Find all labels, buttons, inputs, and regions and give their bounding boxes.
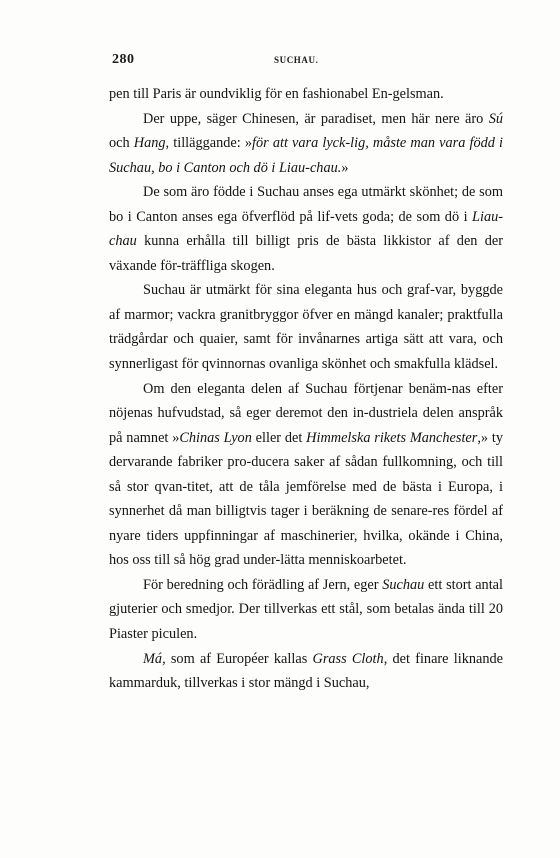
text-run: och [109, 135, 134, 152]
text-run: För beredning och förädling af Jern, eger [143, 576, 383, 593]
body-text [109, 82, 503, 696]
text-run: Der uppe, säger Chinesen, är paradiset, men här nere äro [143, 110, 489, 127]
italic-text: Chinas Lyon [179, 429, 252, 446]
text-run: , det finare liknande kammarduk, tillverkas i stor mängd i Suchau, [109, 650, 503, 692]
text-run: » [341, 159, 349, 176]
paragraph [109, 180, 503, 278]
italic-text: Himmelska rikets Manchester [306, 429, 478, 446]
italic-text: Sú [488, 110, 503, 127]
running-head: SUCHAU. [274, 55, 319, 65]
text-run: pen till Paris är oundviklig för en fashionabel En-gelsman. [109, 86, 444, 102]
paragraph [109, 573, 503, 647]
page-header [112, 52, 502, 74]
text-run: Suchau är utmärkt för sina eleganta hus och graf-var, byggde af marmor; vackra granitbryggor öfver en mängd kanaler; praktfulla trädgårdar och quaier, samt för invånarnes artiga sätt att vara, och synnerligast för qvinnornas ovanliga skönhet och smakfulla klädsel. [109, 282, 503, 373]
paragraph [109, 278, 503, 376]
text-run: ett stort antal gjuterier och smedjor. Der tillverkas ett stål, som betalas ända till 20 Piaster piculen. [109, 576, 503, 643]
paragraph [109, 107, 503, 181]
paragraph [109, 82, 503, 107]
paragraph [109, 377, 503, 573]
italic-text: Grass Cloth [312, 650, 384, 667]
text-run: kunna erhålla till billigt pris de bästa likkistor af den der växande för-träffliga skogen. [109, 233, 503, 274]
text-run: , som af Européer kallas [162, 650, 313, 667]
paragraph [109, 647, 503, 696]
text-run: Om den eleganta delen af Suchau förtjenar benäm-nas efter nöjenas hufvudstad, så eger deremot den in-dustriela delen anspråk på namnet » [109, 380, 503, 446]
text-run: , tilläggande: » [165, 135, 253, 152]
page-number: 280 [112, 52, 135, 67]
italic-text: Liau-chau [109, 208, 503, 250]
text-run: eller det [251, 429, 307, 446]
italic-text: Suchau [382, 576, 425, 593]
text-run: ,» ty dervarande fabriker pro-ducera saker af sådan fullkomning, och till så stor qvan-titet, att de tåla jemförelse med de bästa i Europa, i synnerhet då man billigtvis tager i beräkning de senare-res fördel af nyare tiders uppfinningar af maschinerier, hvilka, okände i China, hos oss till så hög grad under-lätta menniskoarbetet. [109, 429, 503, 569]
italic-text: för att vara lyck-lig, måste man vara född i Suchau, bo i Canton och dö i Liau-chau. [109, 135, 503, 176]
italic-text: Má [143, 650, 163, 667]
italic-text: Hang [133, 135, 166, 152]
text-run: De som äro födde i Suchau anses ega utmärkt skönhet; de som bo i Canton anses ega öfverflöd på lif-vets goda; de som dö i [109, 184, 503, 225]
